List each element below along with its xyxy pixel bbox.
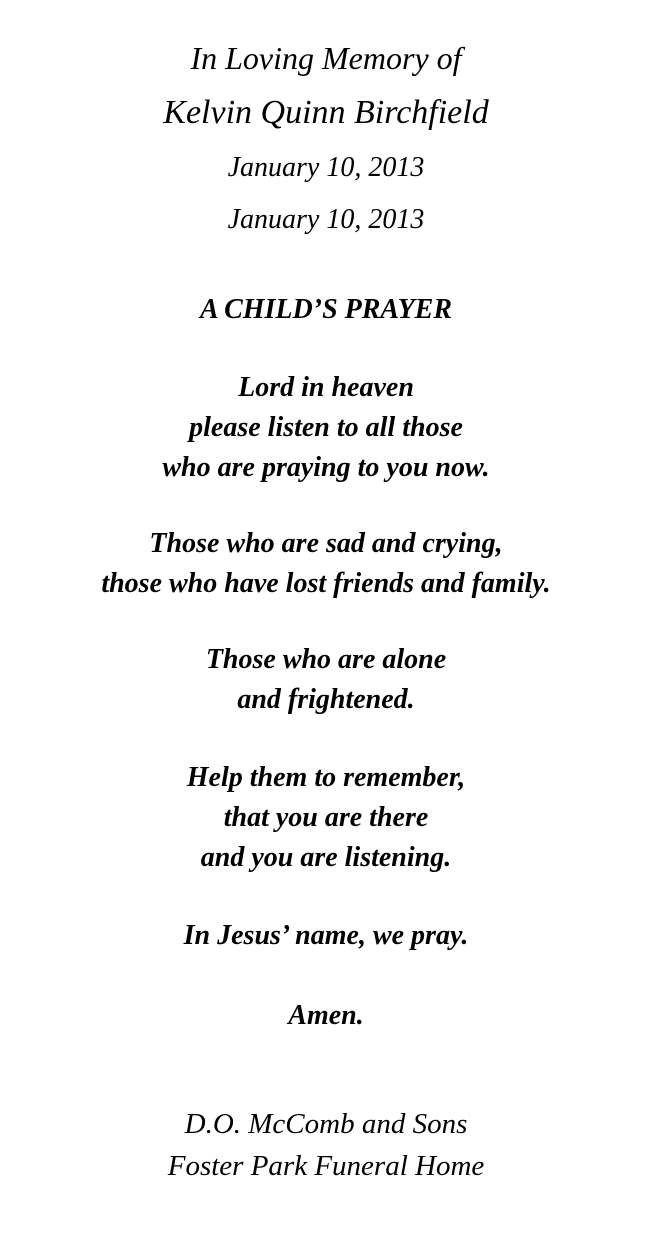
prayer-line: and you are listening.: [200, 842, 452, 873]
deceased-name: Kelvin Quinn Birchfield: [163, 94, 489, 131]
prayer-line: who are praying to you now.: [162, 452, 490, 483]
memorial-heading: In Loving Memory of: [190, 40, 462, 76]
funeral-home-owner: D.O. McComb and Sons: [184, 1108, 468, 1140]
death-date: January 10, 2013: [227, 204, 425, 235]
birth-date: January 10, 2013: [227, 152, 425, 183]
prayer-line: those who have lost friends and family.: [101, 568, 551, 599]
prayer-line: Help them to remember,: [186, 762, 466, 793]
prayer-title: A CHILD’S PRAYER: [199, 294, 453, 325]
prayer-line: Lord in heaven: [238, 372, 414, 403]
prayer-line: Those who are sad and crying,: [149, 528, 503, 559]
prayer-line: and frightened.: [237, 684, 415, 715]
prayer-line: please listen to all those: [189, 412, 463, 443]
prayer-line: In Jesus’ name, we pray.: [183, 920, 469, 951]
prayer-amen: Amen.: [288, 1000, 364, 1031]
prayer-line: Those who are alone: [205, 644, 447, 675]
funeral-home-name: Foster Park Funeral Home: [167, 1150, 485, 1182]
prayer-line: that you are there: [223, 802, 429, 833]
